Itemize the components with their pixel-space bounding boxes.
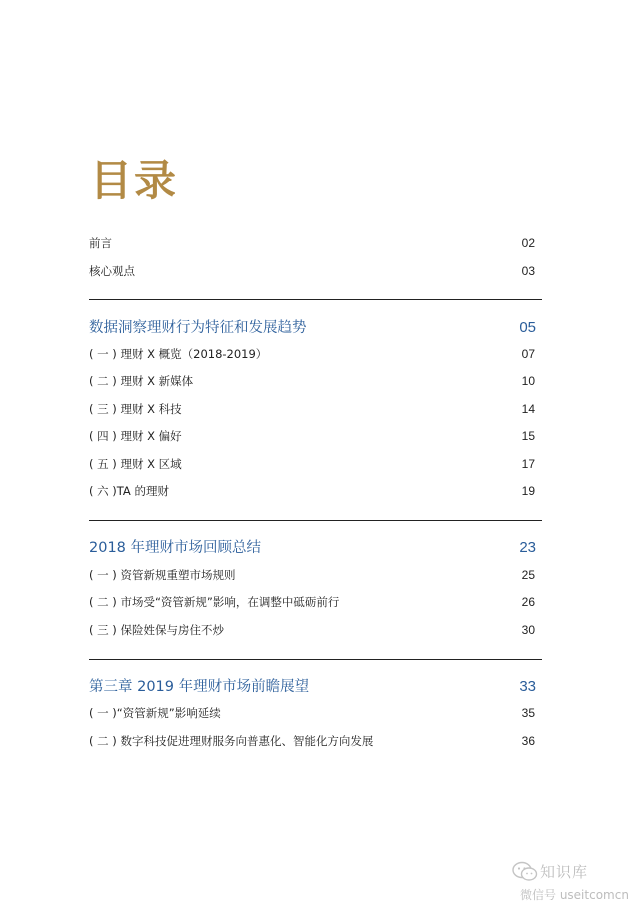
toc-entry[interactable] — [89, 373, 535, 389]
section-page: 23 — [519, 539, 536, 556]
toc-entry[interactable] — [89, 705, 535, 721]
toc-entry-page: 07 — [521, 347, 535, 361]
toc-entry-label: ( 二 ) 理财 X 新媒体 — [89, 374, 194, 388]
toc-entry[interactable] — [89, 456, 535, 472]
toc-entry-label: ( 三 ) 保险姓保与房住不炒 — [89, 623, 224, 637]
toc-entry[interactable] — [89, 346, 535, 362]
section-title: 数据洞察理财行为特征和发展趋势 — [89, 320, 307, 336]
toc-section-3[interactable] — [89, 677, 536, 697]
toc-section-2[interactable] — [89, 538, 536, 558]
toc-entry-preface[interactable] — [89, 235, 535, 251]
toc-entry-label: ( 二 ) 数字科技促进理财服务向普惠化、智能化方向发展 — [89, 734, 374, 748]
watermark-account: 微信号 useitcomcn — [520, 888, 629, 902]
toc-entry-label: ( 一 ) 资管新规重塑市场规则 — [89, 568, 236, 582]
toc-section-1[interactable] — [89, 318, 536, 338]
toc-entry[interactable] — [89, 622, 535, 638]
toc-entry-label: ( 五 ) 理财 X 区域 — [89, 457, 182, 471]
section-title: 第三章 2019 年理财市场前瞻展望 — [89, 679, 310, 695]
toc-entry-page: 30 — [521, 623, 535, 637]
page-title: 目录 — [90, 156, 179, 205]
toc-entry-page: 26 — [521, 595, 535, 609]
section-divider — [89, 659, 542, 660]
toc-entry-label: ( 二 ) 市场受“资管新规”影响，在调整中砥砺前行 — [89, 595, 340, 609]
toc-entry-page: 35 — [521, 706, 535, 720]
toc-entry-label: ( 三 ) 理财 X 科技 — [89, 402, 182, 416]
toc-entry-page: 10 — [521, 374, 535, 388]
toc-entry[interactable] — [89, 594, 535, 610]
toc-entry-label: ( 四 ) 理财 X 偏好 — [89, 429, 182, 443]
section-page: 05 — [519, 319, 536, 336]
watermark-brand: 知识库 — [540, 863, 589, 881]
toc-entry-label: ( 六 )TA 的理财 — [89, 484, 169, 498]
toc-entry-page: 17 — [521, 457, 535, 471]
toc-entry-page: 25 — [521, 568, 535, 582]
toc-entry-page: 14 — [521, 402, 535, 416]
toc-entry-page: 02 — [521, 236, 535, 250]
toc-entry[interactable] — [89, 567, 535, 583]
toc-entry-page: 03 — [521, 264, 535, 278]
section-title: 2018 年理财市场回顾总结 — [89, 540, 262, 556]
section-divider — [89, 520, 542, 521]
toc-entry-page: 36 — [521, 734, 535, 748]
toc-entry-label: ( 一 )“资管新规”影响延续 — [89, 706, 221, 720]
toc-entry-label: 前言 — [89, 236, 112, 250]
section-divider — [89, 299, 542, 300]
toc-entry[interactable] — [89, 401, 535, 417]
toc-entry-key-points[interactable] — [89, 263, 535, 279]
section-page: 33 — [519, 678, 536, 695]
wechat-icon — [512, 861, 538, 883]
toc-entry[interactable] — [89, 428, 535, 444]
toc-entry-page: 15 — [521, 429, 535, 443]
toc-entry-page: 19 — [521, 484, 535, 498]
toc-entry-label: ( 一 ) 理财 X 概览（2018-2019） — [89, 347, 268, 361]
toc-entry-label: 核心观点 — [89, 264, 135, 278]
toc-entry[interactable] — [89, 483, 535, 499]
watermark — [512, 861, 632, 911]
toc-entry[interactable] — [89, 733, 535, 749]
